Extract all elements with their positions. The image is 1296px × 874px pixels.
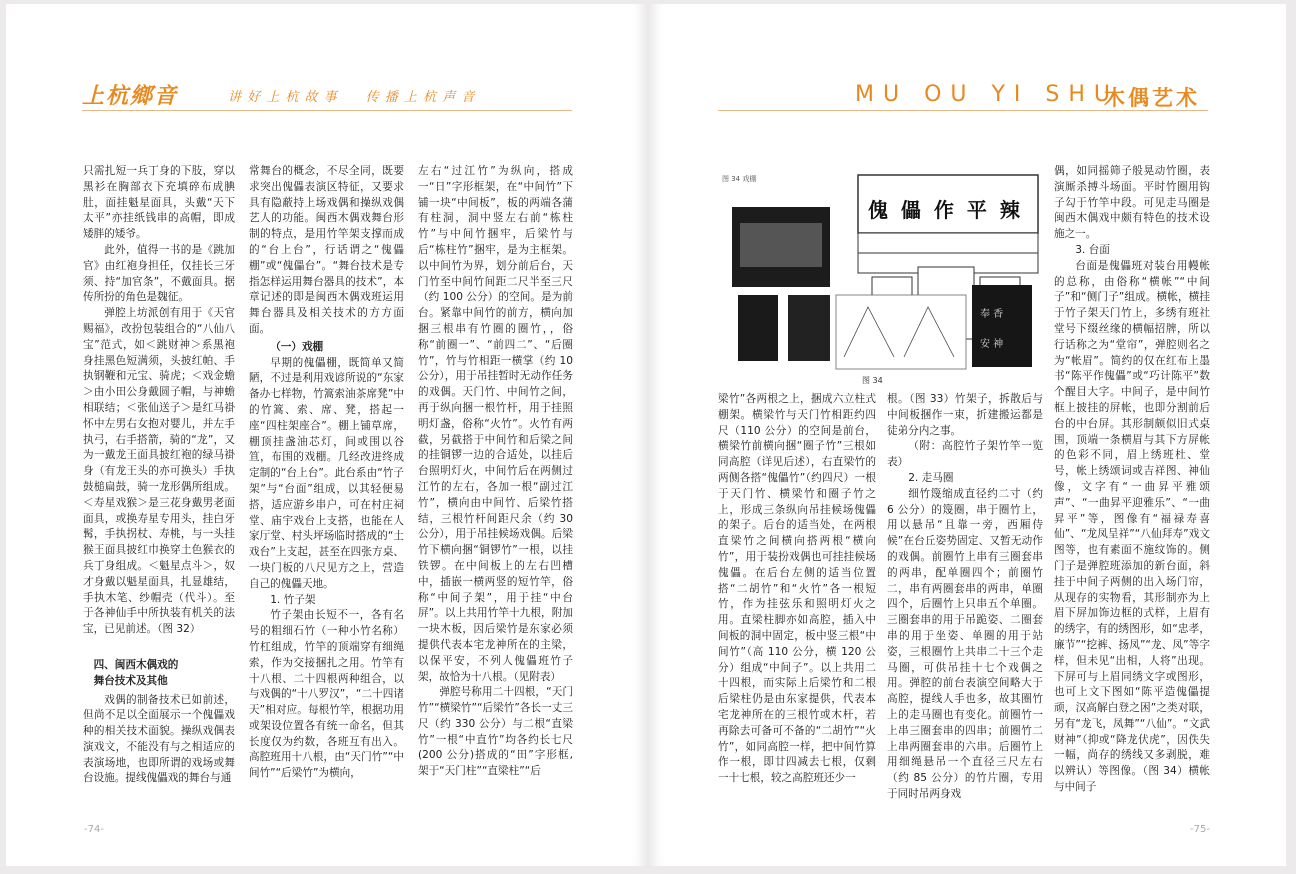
paragraph: 台面是傀儡班对装台用幔帐的总称，由俗称“横帐”“中间子”和“侧门子”组成。横帐，横挂于竹子架天门竹上，多绣有班社堂号下缀丝缘的横幅招牌，所以行话称之为“堂帘”，弹腔则名之为“帐眉”。简约的仅在红布上墨书“陈平作傀儡”或“巧计陈平”数个醒目大字。中间子，是中间竹框上披挂的屏帐，也即分割前后台的中台屏。其形制颇似旧式桌围，顶端一条横眉与其下方屏帐的色彩不同，眉上绣班杜、堂号，帐上绣颂词或吉祥图、神仙像，文字有“一曲昇平雅颂声”、“一曲昇平迎雅乐”、“一曲昇平”等，图像有“福禄寿喜仙”、“龙凤呈祥”“八仙拜寿”戏文图等，也有素面不施纹饰的。侧门子是弹腔班添加的新台面，斜挂于中间子两侧的出入场门帘，从现存的实物看，其形制亦为上眉下屏加饰边框的式样，上眉有的绣字，有的绣图形，如“忠孝，廉节”“挖裤、扬凤”“龙、凤”等字样，但未见“出相，人将”出现。下屏可与上眉同绣文字或图形，也可上文下图如“陈平造傀儡提顽，汉高解白登之困”之类对联，另有“龙飞，凤舞”“八仙”。“文武财神”（抑或“降龙伏虎”，因佚失一幅，尚存的绣线又多剥脱，难以辨认）等图像。（图 34）横帐与中间子 — [1054, 259, 1210, 794]
right-column-1 — [718, 392, 876, 804]
section-title-latin: MU OU YI SHU — [855, 82, 1120, 107]
right-column-3 — [1054, 164, 1210, 804]
panel-right-text-2: 安 神 — [980, 339, 1004, 350]
subsection-label: 2. 走马圈 — [908, 471, 954, 484]
dark-panel-right — [972, 285, 1032, 367]
section-heading — [83, 658, 235, 690]
header-rule-left — [82, 110, 572, 111]
paragraph: 梁竹”各两根之上，捆成六立柱式棚架。横梁竹与天门竹相距约四尺（110 公分）的空间是前台，横梁竹前横向捆“圈子竹”三根如同高腔（详见后述），右直梁竹的两侧各搭“傀儡竹”（约四尺）一根于天门竹、横梁竹和圈子竹之上，形成三条纵向吊挂候场傀儡的架子。后台的适当处，在两根直梁竹之间横向搭两根“横向竹”，用于装扮戏偶也可挂挂候场傀儡。在后台左侧的适当位置搭“二胡竹”和“火竹”各一根短竹，作为挂弦乐和照明灯火之用。直梁柱脚亦如高腔，插入中间板的洞中固定，板中竖三根“中间竹”（高 110 公分，横 120 公分）组成“中间子”。以上共用二十四根，而实际上后梁竹和二根后梁柱仍是由东家提供，代表本宅龙神所在的三根竹或木杆，若再除去可备可不备的“二胡竹”“火竹”，如同高腔一样，把中间竹算作一根，即廿四减去七根，仅剩一十七根，较之高腔班还少一 — [718, 393, 876, 785]
panel-right-text: 奉 香 — [980, 309, 1004, 320]
paragraph: 常舞台的概念，不尽全同，既要求突出傀儡表演区特征，又要求具有隐蔽持上场戏偶和操纵戏偶艺人的功能。闽西木偶戏舞台形制的特点，是用竹竿架支撑而成的“台上台”，行话谓之“傀儡棚”或“傀儡台”。“舞台技术是专指怎样运用舞台器具的技术”，本章记述的即是闽西木偶戏班运用舞台器具及相关技术的方方面面。 — [249, 165, 404, 335]
subsection-label: 3. 台面 — [1075, 243, 1110, 256]
figure-caption: 图 34 — [862, 376, 883, 385]
sign-text: 傀 儡 作 平 辣 — [868, 198, 1023, 222]
paragraph: 细竹篾缩成直径约二寸（约 6 公分）的篾圈，串于圈竹上，用以悬吊“且靠一旁，西厢侍候”在台丘姿势固定、又暂无动作的戏偶。前圈竹上串有三圈套串的两串，配单圈四个；前圈竹二，串有两圈套串的两串，单圈四个，后圈竹上只串五个单圈。三圈套串的用于吊跪姿、二圈套串的用于坐姿、单圈的用于站姿，三根圈竹上共串二十三个走马圈，可供吊挂十七个戏偶之用。弹腔的前台表演空间略大于高腔，提线人手也多，故其圈竹上的走马圈也有变化。前圈竹一上串三圈套串的四串；前圈竹二上串两圈套串的六串。后圈竹上用细绳悬吊一个直径三尺左右（约 85 公分）的竹片圈，专用于同时吊两身戏 — [887, 487, 1043, 800]
subsection-heading: （一）戏棚 — [270, 340, 324, 353]
paragraph: 竹子架由长短不一，各有名号的粗细石竹（一种小竹名称）竹杠组成，竹竿的顶端穿有细绳索，作为交接捆扎之用。竹竿有十八根、二十四根两种组合，以与戏偶的“十八罗汉”，“二十四诸天”相对应。每根竹竿，根据功用或架设位置各有统一命名，但其长度仅为约数，各班互有出入。高腔班用十八根，由“天门竹”“中间竹”“后梁竹”为横向， — [249, 609, 404, 780]
dark-panel-mid — [788, 295, 830, 361]
paragraph: 弹腔号称用二十四根，“天门竹”“横梁竹”“后梁竹”各长一丈三尺（约 330 公分）与二根“直梁竹”一根“中直竹”均各约长七尺(200 公分)搭成的“田”字形框, 架于“天门柱”“直梁柱”“后 — [418, 686, 573, 778]
dark-panel-left — [738, 295, 778, 361]
section-title-cn: 木偶艺术 — [1104, 86, 1200, 110]
line-drawing-panel — [836, 295, 966, 369]
paragraph: 左右“过江竹”为纵向，搭成一“日”字形框架，在“中间竹”下铺一块“中间板”，板的两端各蒲有柱洞，洞中竖左右前“栋柱竹”与中间竹捆牢，后梁竹与后“栋柱竹”捆牢，是为主框架。以中间竹为界，划分前后台，天门竹至中间竹间距二尺半至三尺（约 100 公分）的空间。是为前台。紧靠中间竹的前方，横向加捆三根串有竹圈的圈竹，，俗称“前圈一”、“前四二”、“后圈竹”，竹与竹相距一横掌（约 10 公分），用于吊挂暂时无动作任务的戏偶。天门竹、中间竹之间，再于纵向捆一根竹杆，用于挂照明灯盏，俗称“火竹”。火竹有两截，另截搭于中间竹和后梁之间的挂铜锣一边的合适处，以挂后台照明灯火，中间竹后在两侧过江竹的左右，各加一根“副过江竹”，横向由中间竹、后梁竹搭结，三根竹杆间距尺余（约 30 公分），用于吊挂候场戏偶。后梁竹下横向捆“铜锣竹”一根，以挂铁锣。在中间板上的左右凹槽中，插嵌一横两竖的短竹竿，俗称“中间子架”，用于挂“中台屏”。以上共用竹竿十九根，附加一块木板，因后梁竹是东家必须提供代表本宅龙神所在的主梁，以保平安，不列人傀儡班竹子架，故恰为十八根。（见附表） — [418, 165, 573, 683]
figure-34 — [718, 167, 1042, 389]
paragraph: 只需扎短一兵丁身的下肢，穿以黑衫在胸部衣下充填碎布成腆肚，面挂魁星面具，头戴“天下太平”亦挂纸钱串的高帽，即成矮胖的矮爷。 — [83, 165, 235, 241]
right-column-2 — [887, 392, 1043, 804]
paragraph: （附：高腔竹子架竹竿一览表） — [887, 440, 1043, 469]
subsection-label: 1. 竹子架 — [270, 593, 316, 606]
header-rule-right — [718, 110, 1208, 111]
section-heading-line-2: 舞台技术及其他 — [93, 674, 168, 687]
left-column-3 — [418, 164, 573, 804]
left-column-1 — [83, 164, 235, 804]
section-heading-line-1: 四、闽西木偶戏的 — [93, 658, 179, 671]
page-number-left: -74- — [84, 824, 104, 835]
figure-tag: 图 34 戏棚 — [722, 175, 757, 183]
magazine-logo: 上杭鄉音 — [82, 83, 179, 109]
figure-34-illustration — [718, 167, 1042, 389]
right-page — [650, 4, 1286, 866]
left-column-2 — [249, 164, 404, 804]
paragraph: 早期的傀儡棚，既简单又简陋，不过是利用戏谚所说的“东家备办七样物，竹篙索油茶席凳”中的竹篙、索、席、凳，搭起一座“四柱架座合”。棚上铺草席，棚顶挂盏油芯灯，间或围以谷笪，布围的戏棚。几经改进终成定制的“台上台”。此台系由“竹子架”与“台面”组成，以其轻便易搭，适应游乡串户，可在村庄祠堂、庙宇戏台上支搭，也能在人家厅堂、村头坪场临时搭成的“土戏台”上支起，甚至在四张方桌、一块门板的八尺见方之上，营造自己的傀儡天地。 — [249, 356, 404, 590]
paragraph: 偶，如同摇筛子般晃动竹圈，表演厮杀搏斗场面。平时竹圈用钩子勾于竹竿中段。可见走马圈是闽西木偶戏中颇有特色的技术设施之一。 — [1054, 165, 1210, 241]
left-page — [6, 4, 646, 866]
dark-panel-top-inner — [740, 223, 822, 267]
magazine-slogan: 讲 好 上 杭 故 事 传 播 上 杭 声 音 — [228, 90, 476, 105]
paragraph: 弹腔上坊派创有用于《天官赐福》，改扮包装组合的“八仙八宝”范式，如＜跳财神＞系黑袍身挂黑色短满须，头披红帕、手执钢鞭和元宝、骑虎；＜戏金蟾＞由小田公身戴圆子帽，与神蟾相联结；＜张仙送子＞是红马褂怀中左男右女抱对婴儿，并左手执弓，右手搭箭，骑的“龙”，又为一戴龙王面具披红袍的绿马褂身（有龙王头的亦可换头）手执鼓槌扁鼓，骑一龙形偶所组成。＜寿星戏猴＞是三花身戴男老面面具，或换寿星专用头，挂白牙髯，手执拐杖、寿桃，与一头挂猴王面具披红巾换穿土色猴衣的兵丁身组成。＜魁星点斗＞，奴才身戴以魁星面具，扎显雄结，手执木笔、纱帽壳（代斗）。至于各神仙手中所执装有机关的法宝，已见前述。（图 32） — [83, 307, 235, 636]
paragraph: 此外，值得一书的是《跳加官》由红袍身担任，仅挂长三牙须、持“加官条”，不戴面具。据传所扮的角色是魏征。 — [83, 243, 235, 304]
paragraph: 戏偶的制备技术已如前述，但尚不足以全面展示一个傀儡戏种的相关技术面貌。操纵戏偶表演戏文，不能没有与之相适应的表演场地，也即所谓的戏场或舞台设施。提线傀儡戏的舞台与通 — [83, 693, 235, 785]
paragraph: 根。（图 33）竹架子，拆散后与中间板捆作一束，折建搬运都是徒弟分内之事。 — [887, 393, 1043, 437]
page-number-right: -75- — [1190, 824, 1210, 835]
